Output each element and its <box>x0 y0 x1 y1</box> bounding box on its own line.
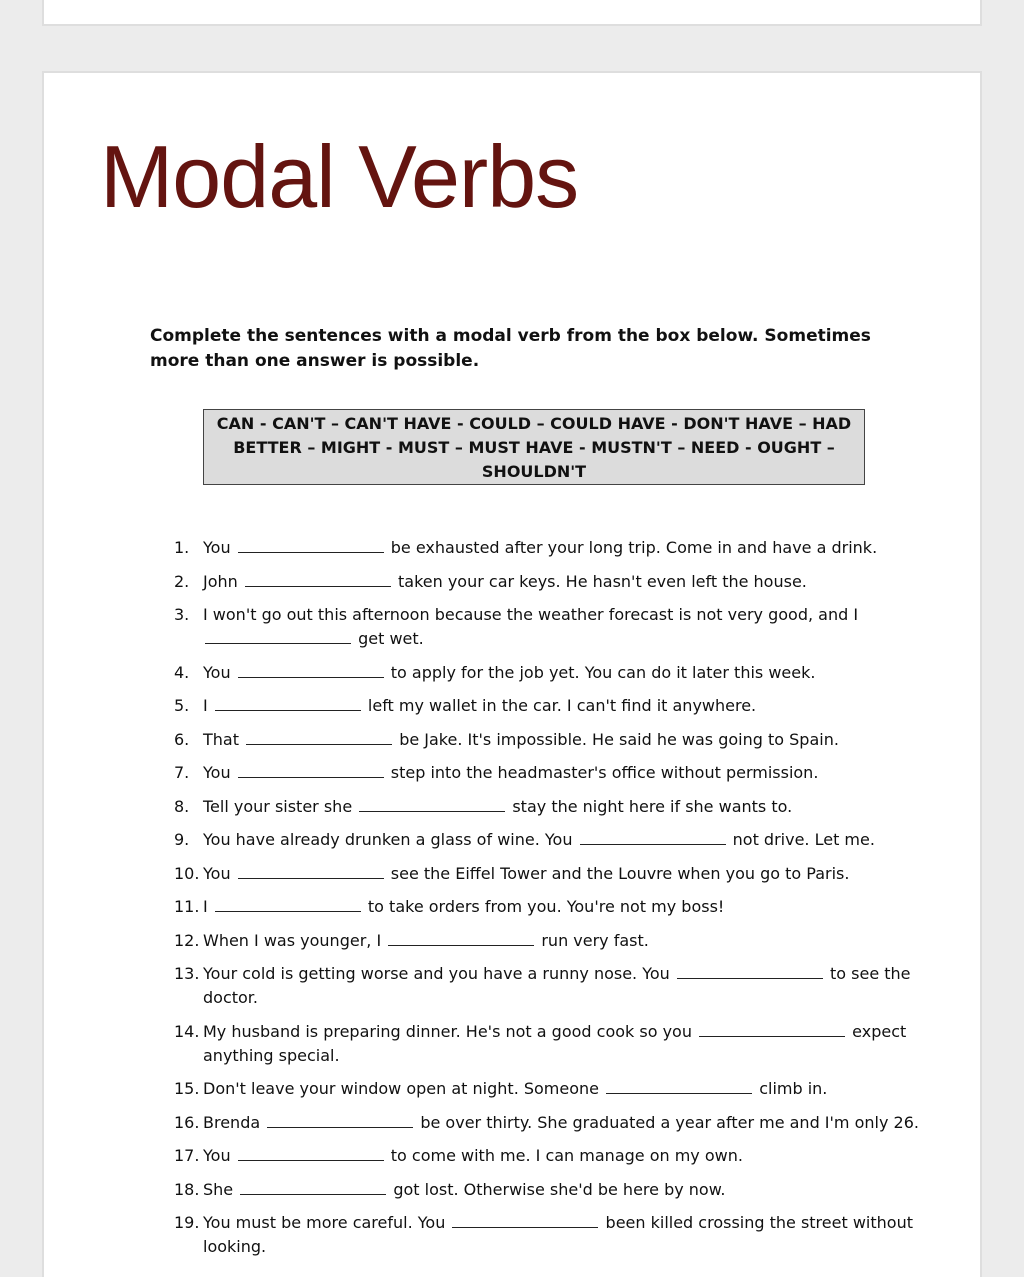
exercise-number: 19. <box>174 1213 200 1232</box>
exercise-item <box>174 1111 934 1135</box>
answer-blank <box>245 571 391 587</box>
answer-blank <box>238 863 384 879</box>
exercise-text-before: John <box>203 571 238 591</box>
exercise-text-after: been killed crossing the street without looking. <box>203 1213 913 1256</box>
answer-blank <box>452 1212 598 1228</box>
exercise-text-after: get wet. <box>358 629 424 648</box>
exercise-text-before: Your cold is getting worse and you have a runny nose. You <box>203 964 670 983</box>
exercise-text-after: to take orders from you. You're not my boss! <box>367 897 725 916</box>
exercise-text-after: climb in. <box>759 1079 828 1098</box>
exercise-text-before: When I was younger, I <box>203 930 382 950</box>
exercise-text-after: got lost. Otherwise she'd be here by now. <box>393 1179 726 1199</box>
answer-blank <box>580 829 726 845</box>
answer-blank <box>246 729 392 745</box>
exercise-item <box>174 603 934 651</box>
previous-page-edge <box>42 0 982 26</box>
exercise-text-after: be exhausted after your long trip. Come in and have a drink. <box>390 538 878 557</box>
exercise-text-after: not drive. Let me. <box>732 830 875 849</box>
exercise-text-before: You must be more careful. You <box>203 1213 446 1232</box>
exercise-number: 8. <box>174 796 190 816</box>
exercise-text-before: Don't leave your window open at night. Someone <box>203 1079 600 1098</box>
exercise-item <box>174 795 934 819</box>
exercise-text-before: You <box>203 662 231 682</box>
exercise-text-before: You <box>203 863 231 883</box>
answer-blank <box>606 1078 752 1094</box>
exercise-text-before: Brenda <box>203 1112 261 1132</box>
exercise-text-after: be over thirty. She graduated a year after me and I'm only 26. <box>420 1112 919 1132</box>
exercise-text-after: be Jake. It's impossible. He said he was going to Spain. <box>399 729 839 749</box>
exercise-item <box>174 1077 934 1101</box>
answer-blank <box>205 628 351 644</box>
exercise-text-before: I <box>203 696 208 715</box>
exercise-number: 6. <box>174 729 190 749</box>
exercise-text-before: I won't go out this afternoon because the weather forecast is not very good, and I <box>203 605 859 624</box>
exercise-number: 4. <box>174 662 190 682</box>
exercise-item <box>174 1211 934 1259</box>
exercise-text-before: My husband is preparing dinner. He's not a good cook so you <box>203 1021 692 1041</box>
exercise-number: 13. <box>174 964 200 983</box>
exercise-number: 18. <box>174 1179 200 1199</box>
exercise-text-before: You <box>203 538 231 557</box>
exercise-item <box>174 694 934 718</box>
exercise-item <box>174 895 934 919</box>
exercise-text-after: to see the doctor. <box>203 964 911 1007</box>
exercise-item <box>174 570 934 594</box>
exercise-item <box>174 661 934 685</box>
exercise-number: 7. <box>174 763 190 782</box>
exercise-number: 9. <box>174 830 190 849</box>
answer-blank <box>359 796 505 812</box>
exercise-item <box>174 1144 934 1168</box>
exercise-number: 14. <box>174 1021 200 1041</box>
exercise-item <box>174 828 934 852</box>
answer-blank <box>267 1112 413 1128</box>
exercise-item <box>174 962 934 1010</box>
exercise-number: 3. <box>174 605 190 624</box>
answer-blank <box>238 662 384 678</box>
exercise-list <box>174 536 934 1269</box>
modal-verb-box: CAN - CAN'T – CAN'T HAVE - COULD – COULD HAVE - DON'T HAVE – HAD BETTER – MIGHT - MUST – MUST HAVE - MUSTN'T – NEED - OUGHT – SHOULDN'T <box>203 409 865 485</box>
exercise-text-after: left my wallet in the car. I can't find it anywhere. <box>367 696 757 715</box>
exercise-text-before: I <box>203 897 208 916</box>
answer-blank <box>677 963 823 979</box>
exercise-text-after: taken your car keys. He hasn't even left the house. <box>397 571 807 591</box>
exercise-text-after: to apply for the job yet. You can do it later this week. <box>390 662 816 682</box>
answer-blank <box>240 1179 386 1195</box>
answer-blank <box>699 1021 845 1037</box>
exercise-text-after: see the Eiffel Tower and the Louvre when you go to Paris. <box>390 863 850 883</box>
exercise-text-before: You <box>203 1146 231 1165</box>
instructions-text: Complete the sentences with a modal verb from the box below. Sometimes more than one answer is possible. <box>150 326 871 371</box>
answer-blank <box>238 762 384 778</box>
exercise-item <box>174 1020 934 1068</box>
exercise-item <box>174 761 934 785</box>
exercise-item <box>174 728 934 752</box>
exercise-number: 1. <box>174 538 190 557</box>
answer-blank <box>215 695 361 711</box>
exercise-text-before: You <box>203 763 231 782</box>
exercise-item <box>174 929 934 953</box>
exercise-text-after: to come with me. I can manage on my own. <box>390 1146 743 1165</box>
answer-blank <box>215 896 361 912</box>
exercise-number: 2. <box>174 571 190 591</box>
exercise-text-after: stay the night here if she wants to. <box>512 796 793 816</box>
page-title: Modal Verbs <box>100 127 579 226</box>
exercise-text-after: run very fast. <box>541 930 649 950</box>
exercise-text-after: step into the headmaster's office without permission. <box>390 763 819 782</box>
exercise-number: 15. <box>174 1079 200 1098</box>
exercise-number: 12. <box>174 930 200 950</box>
answer-blank <box>238 1145 384 1161</box>
exercise-text-before: That <box>203 729 239 749</box>
exercise-number: 16. <box>174 1112 200 1132</box>
exercise-text-before: Tell your sister she <box>203 796 353 816</box>
answer-blank <box>238 537 384 553</box>
exercise-text-before: You have already drunken a glass of wine. You <box>203 830 573 849</box>
exercise-number: 17. <box>174 1146 200 1165</box>
exercise-number: 5. <box>174 696 190 715</box>
exercise-item <box>174 1178 934 1202</box>
exercise-text-before: She <box>203 1179 234 1199</box>
exercise-number: 10. <box>174 863 200 883</box>
answer-blank <box>388 930 534 946</box>
worksheet-page <box>42 71 982 1277</box>
exercise-text-after: expect anything special. <box>203 1021 907 1065</box>
exercise-item <box>174 536 934 560</box>
exercise-item <box>174 862 934 886</box>
exercise-number: 11. <box>174 897 200 916</box>
